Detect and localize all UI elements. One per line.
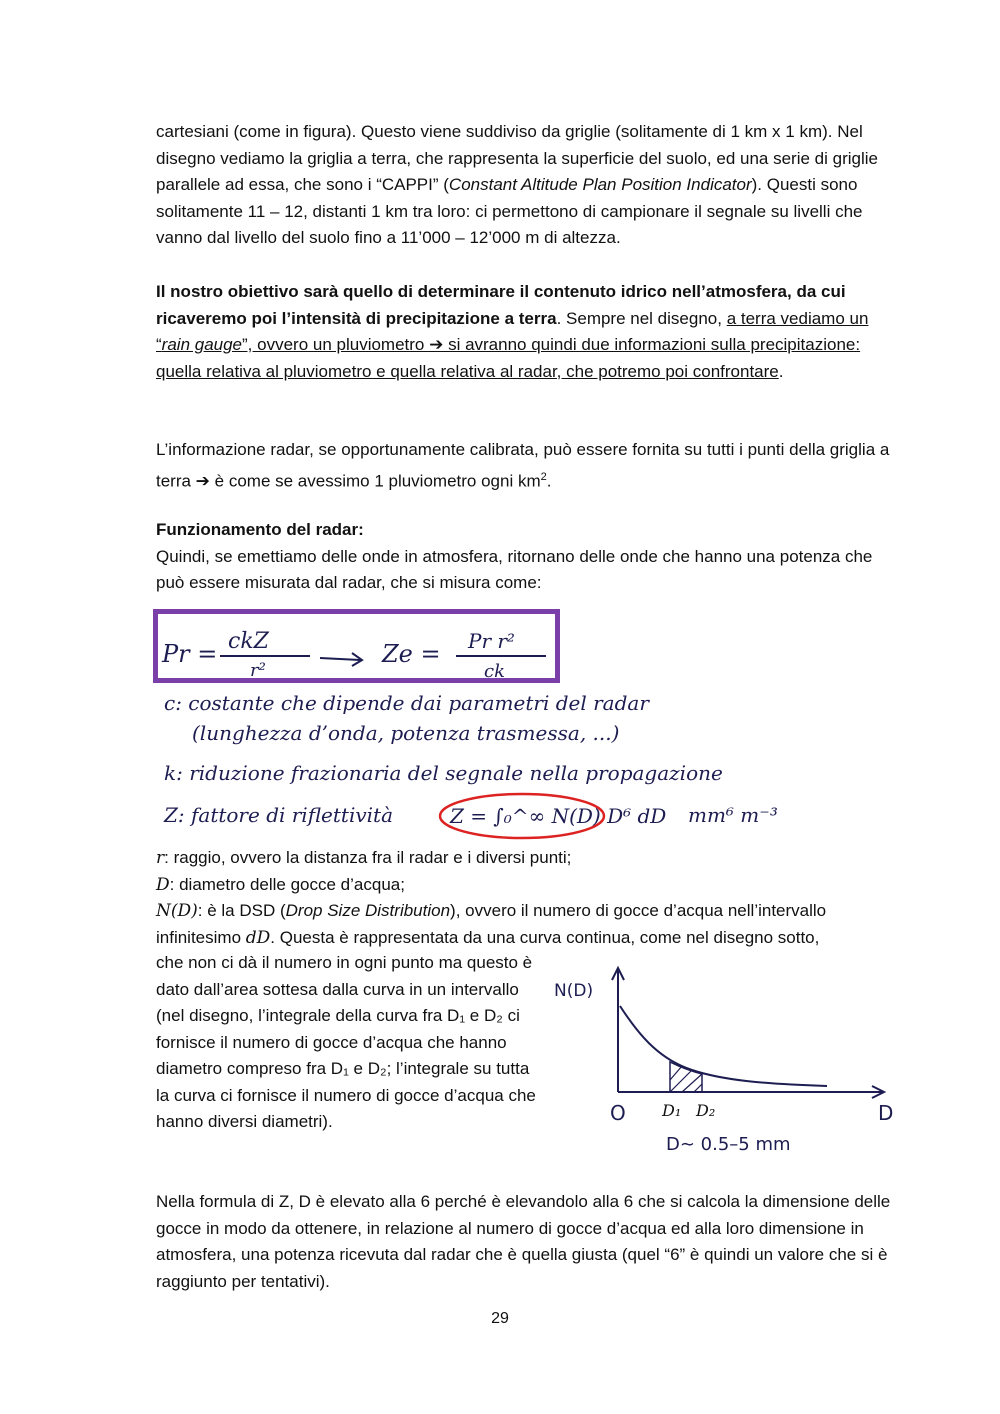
definitions xyxy=(156,845,901,951)
def-n3: . Questa è rappresentata da una curva continua, come nel disegno sotto, xyxy=(270,927,820,947)
formula-rhs: Ze = xyxy=(382,640,441,668)
para2-end: . xyxy=(778,361,784,381)
paragraph-radar-info xyxy=(156,437,901,495)
para3-end: . xyxy=(546,471,552,491)
formula-lhs: Pr = xyxy=(162,640,218,668)
sym-r: r xyxy=(156,848,165,868)
section-title: Funzionamento del radar: xyxy=(156,520,364,539)
z-integral: Z = ∫₀^∞ N(D) D⁶ dD xyxy=(450,804,667,828)
note-c1: c: costante che dipende dai parametri del radar xyxy=(164,691,649,715)
paragraph-dsd: che non ci dà il numero in ogni punto ma questo è dato dall’area sottesa dalla curva in un intervallo (nel disegno, l’integrale della curva fra D₁ e D₂ ci fornisce il numero di gocce d’acqua che hanno diametro compreso fra D₁ e D₂; l’integrale su tutta la curva ci fornisce il numero di gocce d’acqua che hanno diversi diametri). xyxy=(156,953,536,1131)
def-n1: : è la DSD ( xyxy=(197,901,286,920)
graph-origin: O xyxy=(610,1101,626,1125)
paragraph-objective xyxy=(156,279,901,385)
def-r: : raggio, ovvero la distanza fra il radar e i diversi punti; xyxy=(164,848,572,867)
note-z: Z: fattore di riflettività xyxy=(164,803,394,827)
formula-num2: Pr r² xyxy=(468,629,515,653)
z-units: mm⁶ m⁻³ xyxy=(688,803,778,827)
paragraph-exponent: Nella formula di Z, D è elevato alla 6 perché è elevandolo alla 6 che si calcola la dimensione delle gocce in modo da ottenere, in relazione al numero di gocce d’acqua ed alla loro dimensione in atmosfera, una potenza ricevuta dal radar che è quella giusta (quel “6” è quindi un valore che si è raggiunto per tentativi). xyxy=(156,1192,891,1291)
para3-sup: 2 xyxy=(540,470,547,483)
note-c2: (lunghezza d’onda, potenza trasmessa, ...) xyxy=(192,721,620,745)
graph-range: D∼ 0.5–5 mm xyxy=(666,1134,791,1155)
para1-italic: Constant Altitude Plan Position Indicator xyxy=(448,175,752,194)
para4-text: Quindi, se emettiamo delle onde in atmosfera, ritornano delle onde che hanno una potenza che può essere misurata dal radar, che si misura come: xyxy=(156,546,873,592)
para2-u2: ”, ovvero un pluviometro ➔ si avranno quindi due informazioni sulla precipitazione: quella relativa al pluviometro e quella relativa al radar, che potremo poi confrontare xyxy=(156,335,861,381)
graph-d1: D₁ xyxy=(662,1101,682,1120)
note-k: k: riduzione frazionaria del segnale nella propagazione xyxy=(164,761,723,785)
def-n2: ), ovvero il numero di gocce d’acqua nell’intervallo infinitesimo xyxy=(156,901,827,947)
sym-d: D xyxy=(156,874,170,895)
paragraph-cappi xyxy=(156,119,901,252)
para2-u1: a terra vediamo un “ xyxy=(156,308,869,354)
formula-num: ckZ xyxy=(228,629,269,654)
dsd-graph xyxy=(552,960,902,1160)
para2-plain: . Sempre nel disegno, xyxy=(556,308,727,328)
page-number: 29 xyxy=(491,1310,509,1327)
para3-text: L’informazione radar, se opportunamente calibrata, può essere fornita su tutti i punti della griglia a terra ➔ è come se avessimo 1 pluviometro ogni km xyxy=(156,440,890,491)
def-n-italic: Drop Size Distribution xyxy=(285,901,451,920)
para2-u-italic: rain gauge xyxy=(161,335,243,354)
formula-den2: ck xyxy=(484,661,505,682)
graph-d2: D₂ xyxy=(696,1101,716,1120)
formula-den: r² xyxy=(250,660,266,681)
def-d: : diametro delle gocce d’acqua; xyxy=(169,874,405,894)
graph-ylabel: N(D) xyxy=(554,981,594,1001)
sym-nd: N(D) xyxy=(156,901,198,921)
handwritten-notes xyxy=(150,600,830,845)
section-radar xyxy=(156,517,901,597)
para1-text: cartesiani (come in figura). Questo viene suddiviso da griglie (solitamente di 1 km x 1 km). Nel disegno vediamo la griglia a terra, che rappresenta la superficie del suolo, ed una serie di griglie parallele ad essa, che sono i “CAPPI” ( xyxy=(156,122,878,194)
graph-xlabel: D xyxy=(878,1101,894,1125)
sym-dd: dD xyxy=(245,927,271,948)
para2-bold: Il nostro obiettivo sarà quello di determinare il contenuto idrico nell’atmosfera, da cui ricaveremo poi l’intensità di precipitazione a terra xyxy=(156,282,846,328)
para1-end: ). Questi sono solitamente 11 – 12, distanti 1 km tra loro: ci permettono di campionare il segnale su livelli che vanno dal livello del suolo fino a 11’000 – 12’000 m di altezza. xyxy=(156,175,863,247)
dsd-curve xyxy=(620,1006,827,1086)
